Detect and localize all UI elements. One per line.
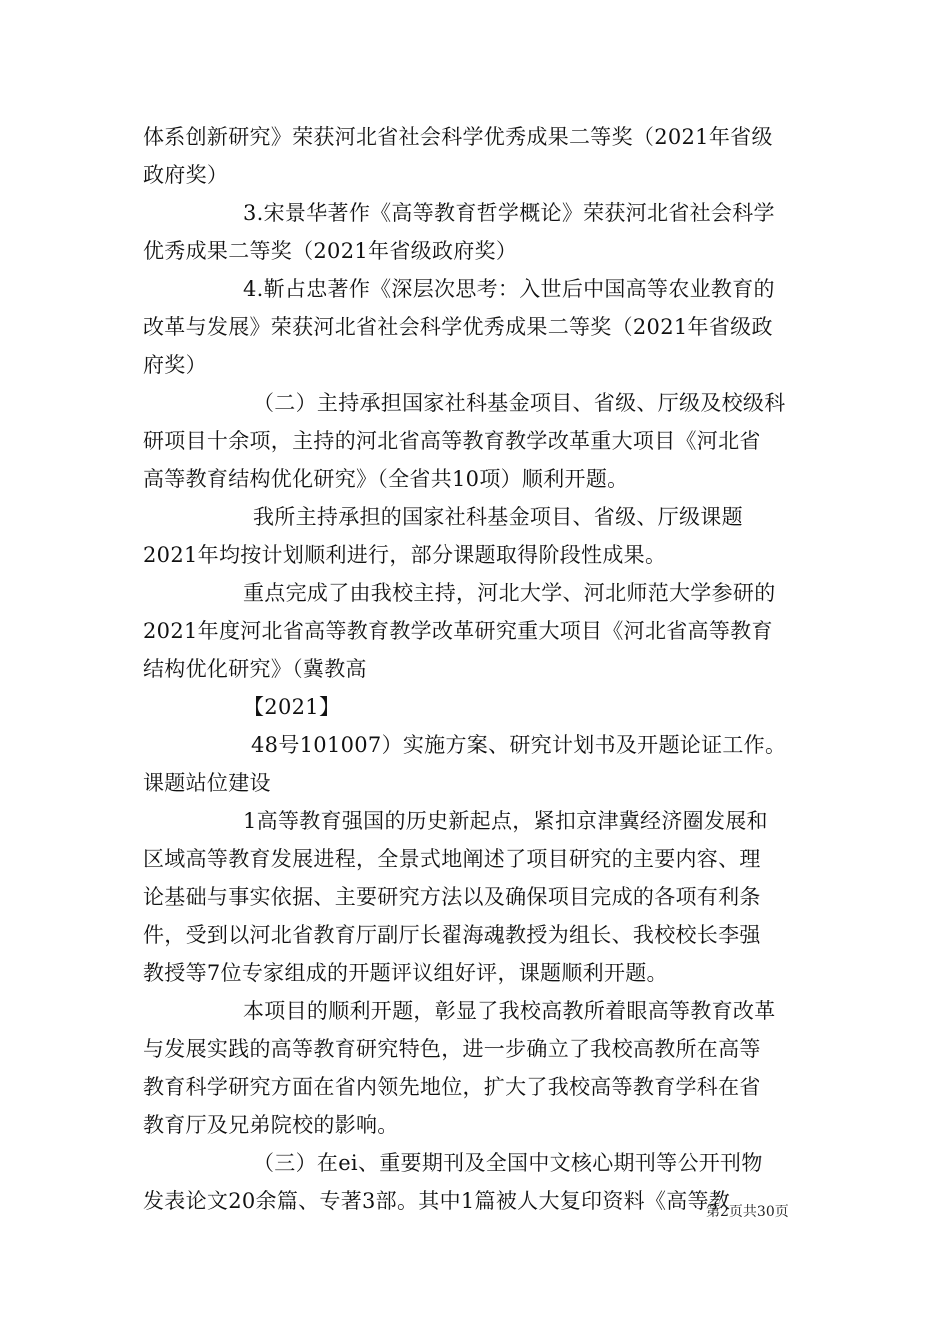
text-line: 府奖） bbox=[143, 353, 207, 377]
text-line: 我所主持承担的国家社科基金项目、省级、厅级课题 bbox=[253, 505, 743, 529]
text-line: 【2021】 bbox=[243, 695, 341, 719]
text-line: 48号101007）实施方案、研究计划书及开题论证工作。 bbox=[251, 733, 787, 757]
text-line: 与发展实践的高等教育研究特色，进一步确立了我校高教所在高等 bbox=[143, 1037, 761, 1061]
text-line: 1高等教育强国的历史新起点，紧扣京津冀经济圈发展和 bbox=[243, 809, 768, 833]
text-line: 优秀成果二等奖（2021年省级政府奖） bbox=[143, 239, 518, 263]
text-line: 教授等7位专家组成的开题评议组好评，课题顺利开题。 bbox=[143, 961, 668, 985]
text-line: 体系创新研究》荣获河北省社会科学优秀成果二等奖（2021年省级 bbox=[143, 125, 773, 149]
text-line: 研项目十余项，主持的河北省高等教育教学改革重大项目《河北省 bbox=[143, 429, 761, 453]
text-line: 高等教育结构优化研究》（全省共10项）顺利开题。 bbox=[143, 467, 629, 491]
text-line: 教育科学研究方面在省内领先地位，扩大了我校高等教育学科在省 bbox=[143, 1075, 761, 1099]
text-line: 发表论文20余篇、专著3部。其中1篇被人大复印资料《高等教 bbox=[143, 1189, 731, 1213]
text-line: 2021年度河北省高等教育教学改革研究重大项目《河北省高等教育 bbox=[143, 619, 773, 643]
text-line: 3.宋景华著作《高等教育哲学概论》荣获河北省社会科学 bbox=[243, 201, 775, 225]
text-line: 2021年均按计划顺利进行，部分课题取得阶段性成果。 bbox=[143, 543, 667, 567]
text-line: 论基础与事实依据、主要研究方法以及确保项目完成的各项有利条 bbox=[143, 885, 761, 909]
text-line: 区域高等教育发展进程，全景式地阐述了项目研究的主要内容、理 bbox=[143, 847, 761, 871]
text-line: 本项目的顺利开题，彰显了我校高教所着眼高等教育改革 bbox=[243, 999, 776, 1023]
page-number-footer: 第2页共30页 bbox=[706, 1204, 789, 1220]
text-line: 4.靳占忠著作《深层次思考：入世后中国高等农业教育的 bbox=[243, 277, 775, 301]
text-line: （二）主持承担国家社科基金项目、省级、厅级及校级科 bbox=[253, 391, 786, 415]
text-line: 教育厅及兄弟院校的影响。 bbox=[143, 1113, 399, 1137]
text-line: 结构优化研究》（冀教高 bbox=[143, 657, 367, 681]
document-body bbox=[143, 118, 811, 1220]
text-line: 重点完成了由我校主持，河北大学、河北师范大学参研的 bbox=[243, 581, 776, 605]
text-line: （三）在ei、重要期刊及全国中文核心期刊等公开刊物 bbox=[253, 1151, 763, 1175]
text-line: 政府奖） bbox=[143, 163, 229, 187]
text-line: 改革与发展》荣获河北省社会科学优秀成果二等奖（2021年省级政 bbox=[143, 315, 773, 339]
text-line: 课题站位建设 bbox=[143, 771, 271, 795]
text-line: 件，受到以河北省教育厅副厅长翟海魂教授为组长、我校校长李强 bbox=[143, 923, 761, 947]
